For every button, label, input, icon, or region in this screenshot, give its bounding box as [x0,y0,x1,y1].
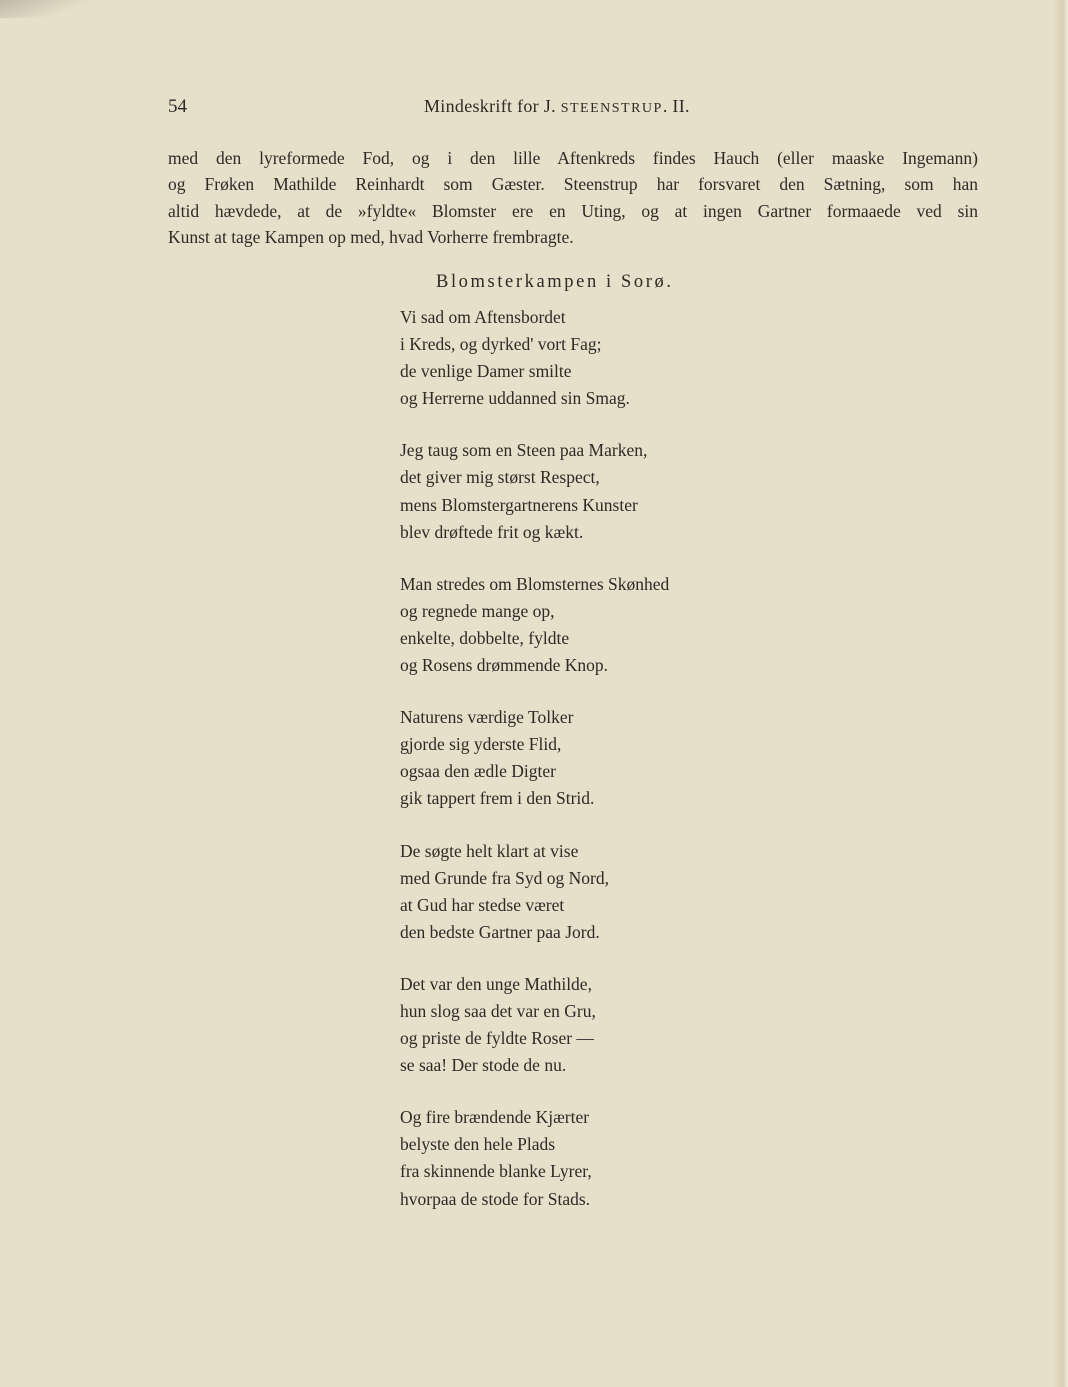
running-head-suffix: . II. [662,96,690,116]
poem-verse-line: den bedste Gartner paa Jord. [400,921,600,942]
poem-verse-line: hun slog saa det var en Gru, [400,1000,596,1021]
poem-verse-line: Naturens værdige Tolker [400,707,574,728]
running-head-prefix: Mindeskrift for J. [424,96,561,116]
poem-stanza [400,437,669,545]
prose-paragraph [168,145,978,250]
poem-verse-line: Vi sad om Aftensbordet [400,307,566,327]
poem-stanza [400,971,669,1079]
poem-title: Blomsterkampen i Sorø. [436,272,674,292]
poem-stanza [400,1104,669,1212]
poem-verse-line: gjorde sig yderste Flid, [400,734,562,755]
poem-verse-line: og priste de fyldte Roser — [400,1028,594,1049]
poem-verse-line: at Gud har stedse været [400,894,565,915]
page-number: 54 [168,96,187,117]
running-head [424,96,690,117]
poem-verse-line: hvorpaa de stode for Stads. [400,1188,591,1209]
prose-line: og Frøken Mathilde Reinhardt som Gæster. Steenstrup har forsvaret den Sætning, som han [168,174,978,195]
poem-verse-line: blev drøftede frit og kækt. [400,521,584,542]
scan-corner-shadow [0,0,90,18]
poem-verse-line: enkelte, dobbelte, fyldte [400,627,570,648]
poem-verse-line: gik tappert frem i den Strid. [400,788,595,809]
poem-verse-line: fra skinnende blanke Lyrer, [400,1161,592,1182]
poem-verse-line: det giver mig størst Respect, [400,467,600,488]
prose-line: med den lyreformede Fod, og i den lille Aftenkreds findes Hauch (eller maaske Ingemann) [168,148,978,168]
poem-verse-line: og regnede mange op, [400,600,555,621]
poem-verse-line: og Herrerne uddanned sin Smag. [400,388,630,409]
page-edge [1054,0,1068,1387]
poem-stanza [400,304,669,412]
page-header [0,96,1068,122]
poem-verse-line: de venlige Damer smilte [400,361,572,382]
poem-stanza [400,704,669,812]
poem-verse-line: se saa! Der stode de nu. [400,1055,567,1076]
poem-verse-line: Det var den unge Mathilde, [400,973,592,994]
poem-verse-line: i Kreds, og dyrked' vort Fag; [400,334,602,355]
prose-line: Kunst at tage Kampen op med, hvad Vorherre frembragte. [168,226,574,247]
poem-stanza [400,838,669,946]
poem-verse-line: og Rosens drømmende Knop. [400,655,609,676]
poem-verse-line: belyste den hele Plads [400,1134,556,1155]
poem [400,304,669,1238]
poem-verse-line: De søgte helt klart at vise [400,840,579,861]
prose-line: altid hævdede, at de »fyldte« Blomster ere en Uting, og at ingen Gartner formaaede ved sin [168,200,978,221]
poem-verse-line: mens Blomstergartnerens Kunster [400,494,638,515]
poem-verse-line: Man stredes om Blomsternes Skønhed [400,573,670,594]
poem-verse-line: med Grunde fra Syd og Nord, [400,867,609,888]
poem-verse-line: ogsaa den ædle Digter [400,761,556,782]
poem-stanza [400,571,669,679]
poem-verse-line: Og fire brændende Kjærter [400,1107,590,1128]
running-head-author: STEENSTRUP [560,101,663,116]
poem-verse-line: Jeg taug som en Steen paa Marken, [400,440,648,461]
